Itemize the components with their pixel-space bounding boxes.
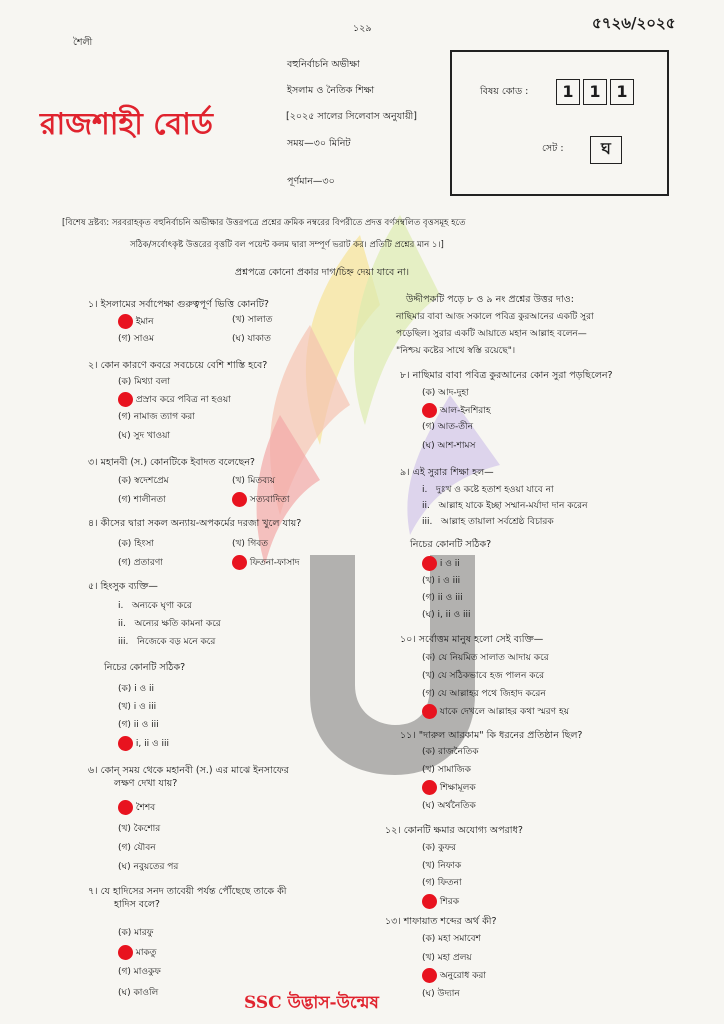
option[interactable]: (গ) যৌবন: [118, 843, 156, 853]
option[interactable]: (গ) ফিতনা: [422, 878, 462, 888]
option[interactable]: (ক) i ও ii: [118, 684, 155, 694]
option-correct[interactable]: যাকে দেখলে আল্লাহর কথা স্মরণ হয়: [422, 704, 569, 719]
option[interactable]: (খ) যে সঠিকভাবে হজ পালন করে: [422, 671, 545, 681]
question-5-ask: নিচের কোনটি সঠিক?: [104, 662, 186, 673]
option-correct[interactable]: শৈশব: [118, 800, 155, 815]
option[interactable]: (গ) নামাজ ত্যাগ করা: [118, 412, 195, 422]
option-correct[interactable]: শিক্ষামূলক: [422, 780, 476, 795]
statement-iii: iii. আল্লাহ তায়ালা সর্বশ্রেষ্ঠ বিচারক: [422, 517, 554, 527]
answer-dot: [118, 392, 133, 407]
option[interactable]: (খ) i ও iii: [422, 576, 461, 586]
option[interactable]: (খ) কৈশোর: [118, 824, 161, 834]
option-correct[interactable]: প্রস্রাব করে পবিত্র না হওয়া: [118, 392, 231, 407]
exam-type: বহুনির্বাচনি অভীক্ষা: [287, 59, 360, 70]
option[interactable]: (খ) গিবত: [232, 539, 269, 549]
question-9: ৯। এই সুরার শিক্ষা হল—: [400, 467, 494, 478]
option[interactable]: (ক) স্বদেশপ্রেম: [118, 476, 169, 486]
full-marks: পূর্ণমান—৩০: [287, 176, 335, 187]
option[interactable]: (গ) আত-তীন: [422, 422, 473, 432]
subject-code-panel: [450, 50, 669, 196]
option[interactable]: (খ) সামাজিক: [422, 765, 471, 775]
question-9-ask: নিচের কোনটি সঠিক?: [410, 539, 492, 550]
instructions-line-1: [বিশেষ দ্রষ্টব্য: সরবরাহকৃত বহুনির্বাচনি অভীক্ষার উত্তরপত্রে প্রশ্নের ক্রমিক নম্বরের বিপরীতে প্রদত্ত বর্ণসম্বলিত বৃত্তসমূহ হতে: [62, 218, 466, 228]
answer-dot: [422, 894, 437, 909]
page-code: ১২৯: [353, 23, 372, 34]
answer-dot: [118, 736, 133, 751]
answer-dot: [422, 403, 437, 418]
question-13: ১৩। শাফায়াত শব্দের অর্থ কী?: [385, 916, 497, 927]
subject-code-digit: 1: [610, 79, 634, 105]
statement-ii: ii. আল্লাহ যাকে ইচ্ছা সম্মান-মর্যাদা দান করেন: [422, 501, 588, 511]
set-label: সেট :: [542, 143, 564, 154]
option[interactable]: (ঘ) কাওলি: [118, 988, 159, 998]
option[interactable]: (ক) মারফু: [118, 928, 154, 938]
footer-brand: SSC উদ্ভাস-উন্মেষ: [244, 993, 379, 1013]
option[interactable]: (ক) আদ-দুহা: [422, 388, 469, 398]
subject-code-digit: 1: [556, 79, 580, 105]
option[interactable]: (ঘ) নবুয়তের পর: [118, 862, 179, 872]
answer-dot: [232, 492, 247, 507]
option[interactable]: (ক) মহা সমাবেশ: [422, 934, 481, 944]
question-12: ১২। কোনটি ক্ষমার অযোগ্য অপরাধ?: [385, 825, 523, 836]
option-correct[interactable]: i, ii ও iii: [118, 736, 169, 751]
question-7: ৭। যে হাদিসের সনদ তাবেয়ী পর্যন্ত পৌঁছেছে তাকে কী হাদিস বলে?: [88, 886, 287, 910]
option-correct[interactable]: ইমান: [118, 314, 154, 329]
statement-i: i. অন্যকে ঘৃণা করে: [118, 601, 192, 611]
statement-iii: iii. নিজেকে বড় মনে করে: [118, 637, 216, 647]
option[interactable]: (গ) শালীনতা: [118, 495, 166, 505]
exam-time: সময়—৩০ মিনিট: [287, 138, 351, 149]
paper-code: ৫৭২৬/২০২৫: [592, 14, 676, 32]
stem-line-3: "নিশ্চয় কষ্টের সাথে স্বস্তি রয়েছে"।: [396, 346, 516, 356]
option[interactable]: (ক) হিংসা: [118, 539, 154, 549]
option[interactable]: (গ) ii ও iii: [118, 720, 159, 730]
option-correct[interactable]: অনুরোধ করা: [422, 968, 486, 983]
subject-title: ইসলাম ও নৈতিক শিক্ষা: [287, 85, 375, 96]
option[interactable]: (ক) কুফর: [422, 843, 457, 853]
stem-line-2: পড়েছিল। সুরার একটি আয়াতে মহান আল্লাহ বলেন—: [396, 329, 587, 339]
option[interactable]: (ঘ) সুদ খাওয়া: [118, 431, 171, 441]
option-correct[interactable]: মাকতু: [118, 945, 157, 960]
answer-dot: [422, 556, 437, 571]
option[interactable]: (খ) নিফাক: [422, 861, 462, 871]
answer-dot: [118, 314, 133, 329]
set-value: ঘ: [590, 136, 622, 164]
instructions-line-3: প্রশ্নপত্রে কোনো প্রকার দাগ/চিহ্ন দেয়া যাবে না।: [235, 267, 410, 278]
option[interactable]: (গ) প্রতারণা: [118, 558, 163, 568]
option-correct[interactable]: সত্যবাদিতা: [232, 492, 289, 507]
option[interactable]: (গ) ii ও iii: [422, 593, 463, 603]
subject-code-label: বিষয় কোড :: [480, 86, 529, 97]
answer-dot: [232, 555, 247, 570]
option[interactable]: (খ) i ও iii: [118, 702, 157, 712]
question-10: ১০। সর্বোত্তম মানুষ হলো সেই ব্যক্তি—: [400, 634, 544, 645]
category-label: শৈলী: [73, 37, 93, 48]
option[interactable]: (গ) যে আল্লাহর পথে জিহাদ করেন: [422, 689, 546, 699]
option[interactable]: (ঘ) উদ্যান: [422, 989, 460, 999]
option[interactable]: (ক) মিথ্যা বলা: [118, 377, 170, 387]
instructions-line-2: সঠিক/সর্বোৎকৃষ্ট উত্তরের বৃত্তটি বল পয়েন্ট কলম দ্বারা সম্পূর্ণ ভরাট কর। প্রতিটি প্রশ্নের মান ১।]: [130, 240, 444, 250]
option-correct[interactable]: i ও ii: [422, 556, 460, 571]
board-title: রাজশাহী বোর্ড: [40, 107, 213, 142]
answer-dot: [118, 800, 133, 815]
option[interactable]: (খ) মিতব্যয়: [232, 476, 276, 486]
question-2: ২। কোন কারণে কবরে সবচেয়ে বেশি শাস্তি হবে?: [88, 360, 268, 371]
syllabus-note: [২০২৫ সালের সিলেবাস অনুযায়ী]: [286, 111, 417, 122]
stem-title: উদ্দীপকটি পড়ে ৮ ও ৯ নং প্রশ্নের উত্তর দাও:: [406, 294, 574, 305]
option[interactable]: (ঘ) যাকাত: [232, 334, 271, 344]
option[interactable]: (ঘ) অর্থনৈতিক: [422, 801, 476, 811]
option[interactable]: (খ) সালাত: [232, 315, 273, 325]
question-8: ৮। নাছিমার বাবা পবিত্র কুরআনের কোন সুরা পড়ছিলেন?: [400, 370, 613, 381]
question-4: ৪। কীসের দ্বারা সকল অন্যায়-অপকর্মের দরজা খুলে যায়?: [88, 518, 302, 529]
question-3: ৩। মহানবী (স.) কোনটিকে ইবাদত বলেছেন?: [88, 457, 255, 468]
statement-ii: ii. অন্যের ক্ষতি কামনা করে: [118, 619, 221, 629]
stem-line-1: নাছিমার বাবা আজ সকালে পবিত্র কুরআনের একটি সুরা: [396, 312, 594, 322]
question-1: ১। ইসলামের সর্বাপেক্ষা গুরুত্বপূর্ণ ভিত্তি কোনটি?: [88, 299, 269, 310]
option[interactable]: (ক) যে নিয়মিত সালাত আদায় করে: [422, 653, 549, 663]
subject-code-digit: 1: [583, 79, 607, 105]
option-correct[interactable]: শিরক: [422, 894, 459, 909]
option[interactable]: (ঘ) আশ-শামস: [422, 441, 476, 451]
option[interactable]: (ঘ) i, ii ও iii: [422, 610, 471, 620]
answer-dot: [422, 968, 437, 983]
option[interactable]: (খ) মহা প্রলয়: [422, 953, 472, 963]
option-correct[interactable]: আল-ইনশিরাহ: [422, 403, 491, 418]
option[interactable]: (গ) সাওম: [118, 334, 154, 344]
question-11: ১১। "দারুল আরকাম" কি ধরনের প্রতিষ্ঠান ছিল?: [400, 730, 583, 741]
option[interactable]: (গ) মাওকুফ: [118, 967, 161, 977]
statement-i: i. দুঃখ ও কষ্টে হতাশ হওয়া যাবে না: [422, 485, 554, 495]
option[interactable]: (ক) রাজনৈতিক: [422, 747, 479, 757]
answer-dot: [422, 780, 437, 795]
answer-dot: [118, 945, 133, 960]
question-6: ৬। কোন্ সময় থেকে মহানবী (স.) এর মাঝে ইনসাফের লক্ষণ দেখা যায়?: [88, 765, 289, 789]
question-5: ৫। হিংসুক ব্যক্তি—: [88, 581, 158, 592]
option-correct[interactable]: ফিতনা-ফাসাদ: [232, 555, 299, 570]
answer-dot: [422, 704, 437, 719]
